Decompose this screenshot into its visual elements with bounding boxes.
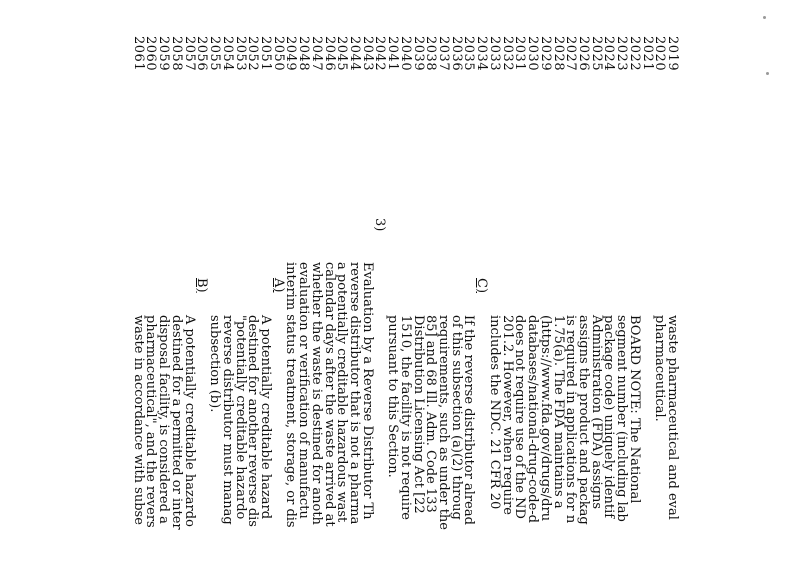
text-line: reverse distributor that is not a pharma bbox=[347, 262, 362, 525]
text-line: A potentially creditable hazardo bbox=[181, 315, 197, 527]
text-line: 201.2. However, when require bbox=[499, 315, 515, 515]
line-number: 2038 bbox=[423, 36, 439, 72]
line-number: 2050 bbox=[270, 36, 286, 72]
line-number: 2042 bbox=[372, 36, 388, 72]
line-number: 2056 bbox=[194, 36, 210, 72]
line-number: 2041 bbox=[385, 36, 401, 72]
scan-speck bbox=[763, 16, 766, 19]
text-line: BOARD NOTE: The National bbox=[626, 315, 642, 504]
line-number: 2030 bbox=[525, 36, 541, 72]
text-line: 1.75(a). The FDA maintains a bbox=[550, 315, 566, 509]
paragraph-marker: A) bbox=[270, 278, 286, 293]
text-line: interim status treatment, storage, or dis bbox=[283, 262, 299, 528]
text-line: a potentially creditable hazardous wast bbox=[334, 262, 350, 523]
text-line: whether the waste is destined for anoth bbox=[308, 262, 324, 525]
line-number: 2024 bbox=[601, 36, 617, 72]
text-line: Evaluation by a Reverse Distributor Th bbox=[359, 262, 375, 520]
paragraph-marker: B) bbox=[194, 278, 210, 293]
text-line: pharmaceutical", and the revers bbox=[143, 315, 159, 528]
line-number: 2033 bbox=[486, 36, 502, 72]
line-number: 2060 bbox=[143, 36, 159, 72]
line-number: 2026 bbox=[575, 36, 591, 72]
line-number: 2046 bbox=[321, 36, 337, 72]
text-line: databases/national-drug-code-d bbox=[525, 315, 541, 523]
text-line: package code) uniquely identif bbox=[601, 315, 617, 519]
line-number: 2035 bbox=[461, 36, 477, 72]
line-number: 2051 bbox=[257, 36, 273, 72]
line-number: 2053 bbox=[232, 36, 248, 72]
line-number: 2029 bbox=[537, 36, 553, 72]
text-line: does not require use of the ND bbox=[512, 315, 528, 519]
text-line: Distribution Licensing Act [22 bbox=[410, 315, 426, 514]
line-number: 2028 bbox=[550, 36, 566, 72]
line-number: 2045 bbox=[334, 36, 350, 72]
text-line: evaluation or verification of manufactu bbox=[296, 262, 312, 519]
text-line: destined for another reverse dis bbox=[245, 315, 261, 527]
line-number: 2027 bbox=[563, 36, 579, 72]
scan-speck bbox=[766, 72, 769, 75]
line-number: 2037 bbox=[436, 36, 452, 72]
line-number: 2025 bbox=[588, 36, 604, 72]
line-number: 2019 bbox=[665, 36, 680, 72]
line-number: 2032 bbox=[499, 36, 515, 72]
line-number: 2058 bbox=[168, 36, 184, 72]
text-line: waste in accordance with subse bbox=[130, 315, 146, 525]
line-number: 2044 bbox=[347, 36, 362, 72]
line-number: 2059 bbox=[156, 36, 172, 72]
line-number: 2031 bbox=[512, 36, 528, 72]
line-number: 2047 bbox=[308, 36, 324, 72]
text-line: waste pharmaceutical and eval bbox=[665, 315, 680, 520]
line-number: 2043 bbox=[359, 36, 375, 72]
line-number: 2055 bbox=[207, 36, 223, 72]
text-line: "potentially creditable hazardo bbox=[232, 315, 248, 520]
line-number: 2039 bbox=[410, 36, 426, 72]
line-number: 2023 bbox=[614, 36, 630, 72]
text-line: pursuant to this Section. bbox=[385, 315, 401, 478]
line-number: 2048 bbox=[296, 36, 312, 72]
text-line: 1510, the facility is not require bbox=[397, 315, 413, 520]
text-line: disposal facility, is considered a bbox=[156, 315, 172, 524]
text-line: destined for a permitted or inter bbox=[168, 315, 184, 530]
text-line: segment number (including lab bbox=[614, 315, 630, 522]
text-line: includes the NDC. 21 CFR 20 bbox=[486, 315, 502, 510]
line-number: 2040 bbox=[397, 36, 413, 72]
text-line: A potentially creditable hazard bbox=[257, 315, 273, 520]
text-line: (https://www.fda.gov/drugs/dru bbox=[537, 315, 553, 522]
line-number: 2022 bbox=[626, 36, 642, 72]
paragraph-marker: C) bbox=[474, 278, 490, 294]
line-number: 2052 bbox=[245, 36, 261, 72]
paragraph-marker: 3) bbox=[372, 218, 388, 232]
text-line: pharmaceutical. bbox=[652, 315, 668, 422]
line-number: 2061 bbox=[130, 36, 146, 72]
text-line: subsection (b). bbox=[207, 315, 223, 413]
text-line: If the reverse distributor alread bbox=[461, 315, 477, 525]
text-line: assigns the product and packag bbox=[575, 315, 591, 525]
line-number: 2020 bbox=[652, 36, 668, 72]
text-line: 85] and 68 Ill. Adm. Code 133 bbox=[423, 315, 439, 513]
line-number: 2036 bbox=[448, 36, 464, 72]
line-number: 2021 bbox=[639, 36, 655, 72]
text-line: of this subsection (a)(2) throug bbox=[448, 315, 464, 520]
line-number: 2034 bbox=[474, 36, 490, 72]
text-line: Administration (FDA) assigns bbox=[588, 315, 604, 510]
text-line: reverse distributor must manag bbox=[219, 315, 235, 525]
line-number: 2054 bbox=[219, 36, 235, 72]
text-line: calendar days after the waste arrived at bbox=[321, 262, 337, 527]
line-number: 2057 bbox=[181, 36, 197, 72]
text-line: is required in applications for n bbox=[563, 315, 579, 524]
line-number: 2049 bbox=[283, 36, 299, 72]
text-line: requirements, such as under the bbox=[436, 315, 452, 531]
